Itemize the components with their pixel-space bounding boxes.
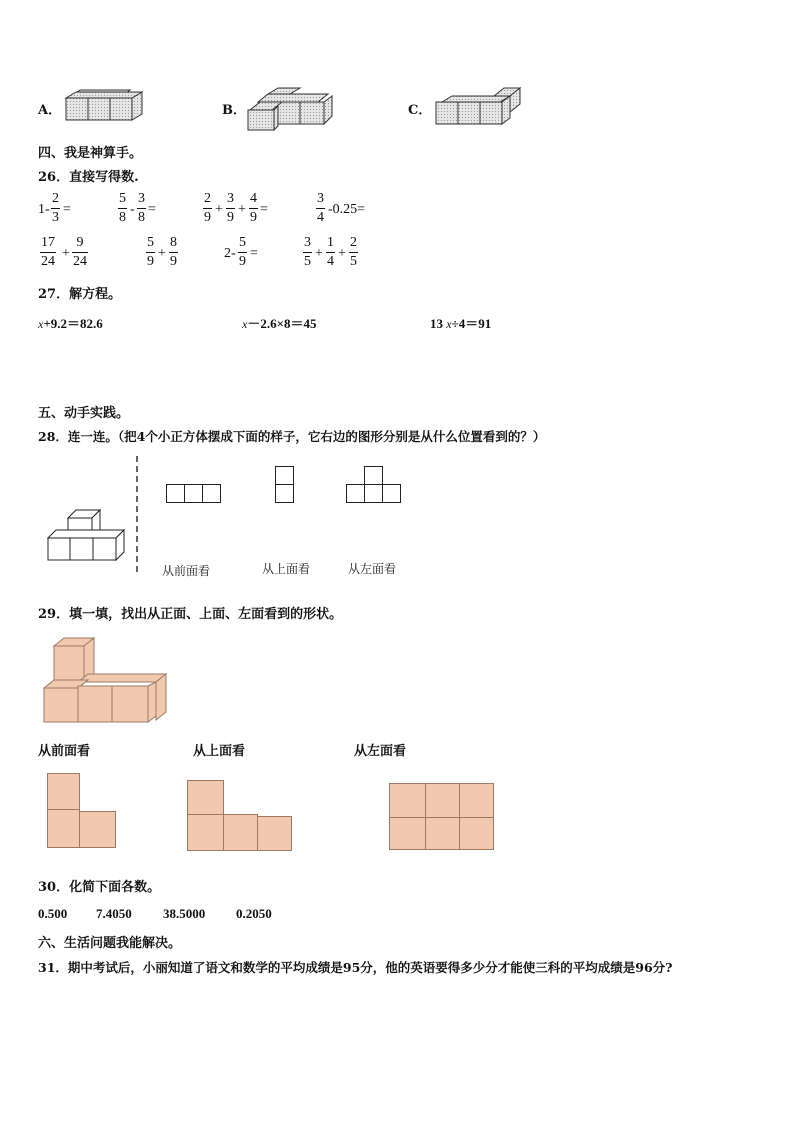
- q26-e5-op: +: [62, 246, 70, 261]
- q28-title: 28．连一连。（把4个小正方体摆成下面的样子，它右边的图形分别是从什么位置看到的？）: [38, 429, 546, 444]
- section-6-heading: 六、生活问题我能解决。: [38, 936, 182, 951]
- q26-e2-eq: =: [148, 202, 156, 217]
- q28-label-left: 从左面看: [348, 562, 397, 576]
- q26-e6-frac2: 8 9: [170, 235, 177, 269]
- q26-e7-frac: 5 9: [239, 235, 246, 269]
- q26-e7-eq: =: [250, 246, 258, 261]
- q26-e8-frac2: 1 4: [327, 235, 334, 269]
- q26-title: 26．直接写得数.: [38, 170, 139, 185]
- option-a-label: A．: [38, 103, 62, 118]
- q26-e3-frac3: 4 9: [250, 191, 257, 225]
- q29-title: 29．填一填，找出从正面、上面、左面看到的形状。: [38, 607, 343, 622]
- q26-e4-rest: -0.25=: [328, 202, 366, 217]
- q26-e3-op2: +: [238, 202, 246, 217]
- q28-view-shape-3: [346, 466, 406, 506]
- q29-label-left: 从左面看: [354, 744, 407, 759]
- q26-e1-frac: 2 3: [52, 191, 59, 225]
- q28-cube-stack: [44, 500, 134, 580]
- q26-e6-frac1: 5 9: [147, 235, 154, 269]
- q30-number-2: 7.4050: [96, 906, 132, 921]
- q31-question: 31．期中考试后，小丽知道了语文和数学的平均成绩是95分，他的英语要得多少分才能使三科的平均成绩是96分?: [38, 960, 673, 975]
- q30-number-4: 0.2050: [236, 906, 272, 921]
- q26-e3-frac1: 2 9: [204, 191, 211, 225]
- q26-e8-op2: +: [338, 246, 346, 261]
- q26-e3-op1: +: [215, 202, 223, 217]
- section-5-heading: 五、动手实践。: [38, 406, 130, 421]
- q29-top-view: [187, 780, 297, 854]
- q29-cube-stack: [42, 636, 182, 726]
- q26-e8-frac1: 3 5: [304, 235, 311, 269]
- q26-e5-frac1: 17 24: [41, 235, 55, 269]
- option-c-label: C．: [408, 103, 432, 118]
- q28-view-shape-2: [275, 466, 297, 506]
- q27-equation-3: 13 x÷4＝91: [430, 316, 492, 331]
- q29-left-view: [389, 783, 499, 853]
- q28-view-shape-1: [166, 484, 226, 506]
- q26-e6-op: +: [158, 246, 166, 261]
- q26-e1-eq: =: [63, 202, 71, 217]
- q26-e5-frac2: 9 24: [73, 235, 87, 269]
- option-b-cubes: [246, 84, 346, 134]
- q30-title: 30．化简下面各数。: [38, 880, 161, 895]
- q26-e2-op: -: [130, 202, 135, 217]
- q27-equation-1: x+9.2＝82.6: [38, 316, 103, 331]
- q26-e2-frac2: 3 8: [138, 191, 145, 225]
- q26-e2-frac1: 5 8: [119, 191, 126, 225]
- q28-label-front: 从前面看: [162, 564, 211, 578]
- q26-e3-eq: =: [260, 202, 268, 217]
- q30-number-1: 0.500: [38, 906, 68, 921]
- q29-label-front: 从前面看: [38, 744, 91, 759]
- q26-e8-frac3: 2 5: [350, 235, 357, 269]
- option-b-label: B．: [222, 103, 246, 118]
- q29-label-top: 从上面看: [193, 744, 246, 759]
- q29-front-view: [47, 773, 127, 853]
- q27-title: 27．解方程。: [38, 287, 122, 302]
- q26-e1-pre: 1-: [38, 202, 50, 217]
- q26-e7-pre: 2-: [224, 246, 236, 261]
- q26-e8-op1: +: [315, 246, 323, 261]
- section-4-heading: 四、我是神算手。: [38, 146, 143, 161]
- q28-label-top: 从上面看: [262, 562, 311, 576]
- q30-number-3: 38.5000: [163, 906, 206, 921]
- q26-e4-frac: 3 4: [317, 191, 324, 225]
- option-c-cubes: [434, 86, 534, 126]
- q27-equation-2: x－2.6×8＝45: [242, 316, 317, 331]
- q28-divider: [135, 456, 139, 576]
- q26-e3-frac2: 3 9: [227, 191, 234, 225]
- option-a-cubes: [64, 88, 154, 128]
